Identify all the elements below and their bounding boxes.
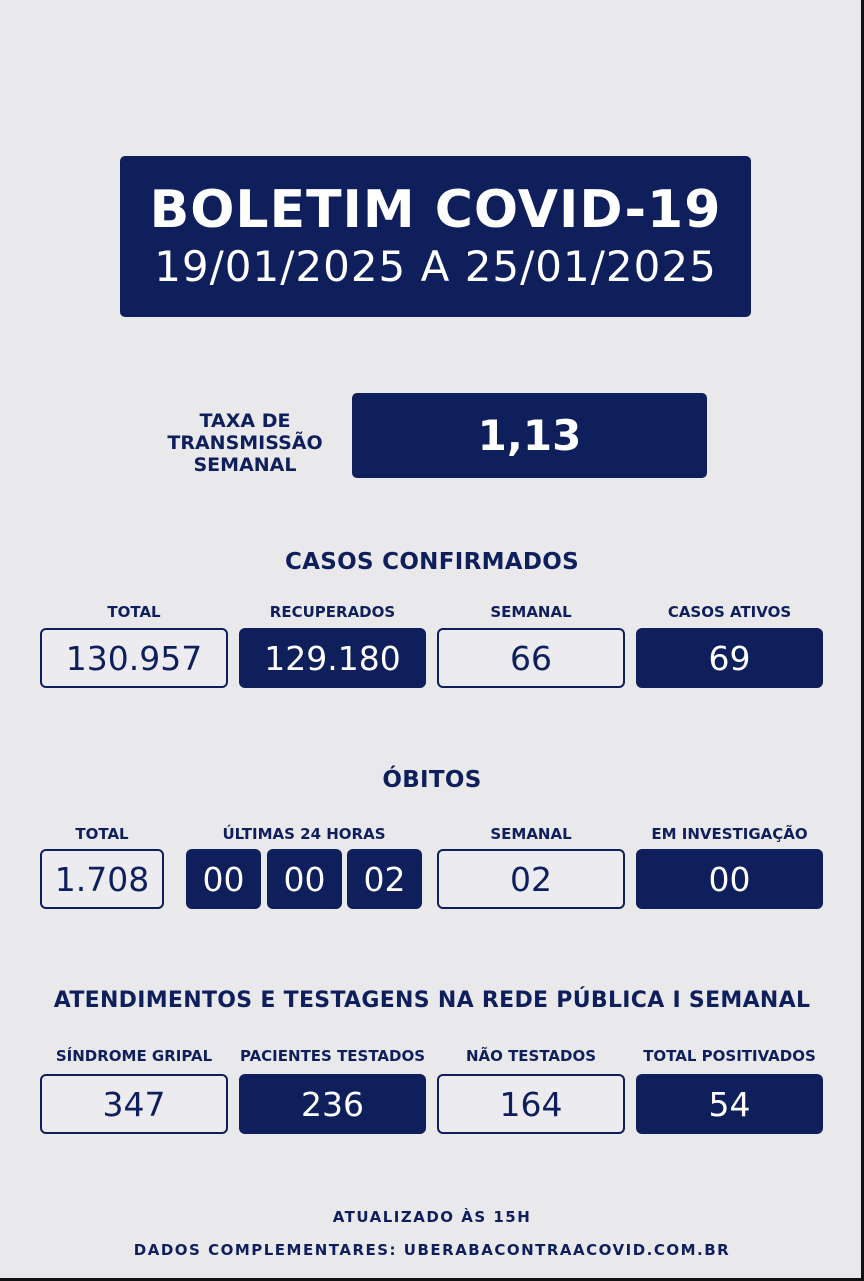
services-tested-label: PACIENTES TESTADOS [239,1047,426,1065]
confirmed-recovered-label: RECUPERADOS [269,603,396,621]
deaths-total-value: 1.708 [40,849,164,909]
services-not-tested-label: NÃO TESTADOS [465,1047,597,1065]
bulletin-title: BOLETIM COVID-19 [149,179,722,240]
transmission-label-line: TAXA DE [199,410,291,432]
confirmed-weekly-value: 66 [437,628,625,688]
confirmed-weekly-label: SEMANAL [490,603,572,621]
confirmed-active-label: CASOS ATIVOS [667,603,792,621]
services-not-tested-value: 164 [437,1074,625,1134]
transmission-label-line: TRANSMISSÃO [167,432,323,454]
source-link: DADOS COMPLEMENTARES: UBERABACONTRAACOVID.COM.BR [133,1241,731,1259]
services-tested-value: 236 [239,1074,426,1134]
deaths-last24-label: ÚLTIMAS 24 HORAS [222,825,386,843]
deaths-title: ÓBITOS [382,767,482,793]
transmission-label-line: SEMANAL [193,454,297,476]
deaths-investigation-label: EM INVESTIGAÇÃO [651,825,808,843]
services-positive-value: 54 [636,1074,823,1134]
services-flu-label: SÍNDROME GRIPAL [55,1047,213,1065]
deaths-last24-digit: 00 [267,849,342,909]
deaths-total-label: TOTAL [75,825,129,843]
bulletin-date-range: 19/01/2025 A 25/01/2025 [154,241,717,291]
confirmed-total-label: TOTAL [107,603,161,621]
confirmed-active-value: 69 [636,628,823,688]
services-positive-label: TOTAL POSITIVADOS [643,1047,816,1065]
deaths-last24-digit: 00 [186,849,261,909]
transmission-rate-value: 1,13 [352,393,707,478]
deaths-investigation-value: 00 [636,849,823,909]
transmission-rate-label [150,410,340,476]
services-flu-value: 347 [40,1074,228,1134]
bulletin-header [120,156,751,317]
confirmed-recovered-value: 129.180 [239,628,426,688]
deaths-weekly-label: SEMANAL [490,825,572,843]
deaths-weekly-value: 02 [437,849,625,909]
services-title: ATENDIMENTOS E TESTAGENS NA REDE PÚBLICA I SEMANAL [53,988,811,1013]
confirmed-cases-title: CASOS CONFIRMADOS [284,549,580,575]
updated-time: ATUALIZADO ÀS 15H [332,1208,532,1226]
deaths-last24-digit: 02 [347,849,422,909]
confirmed-total-value: 130.957 [40,628,228,688]
